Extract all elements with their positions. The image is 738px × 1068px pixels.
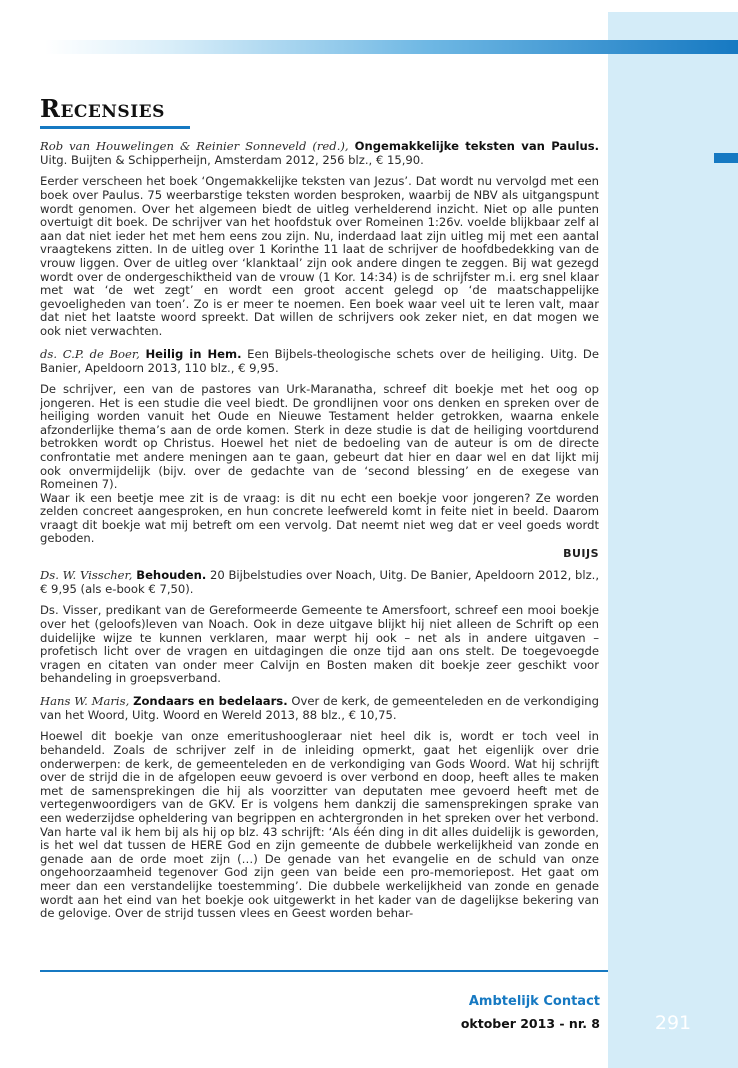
review-publication: Over de kerk, de gemeenteleden en de verkondiging van het Woord, Uitg. Woord en Wereld 2013, 88 blz., € 10,75. <box>40 694 599 723</box>
review-4 <box>40 694 599 921</box>
review-paragraph: De schrijver, een van de pastores van Urk-Maranatha, schreef dit boekje met het oog op jongeren. Het is een studie die veel biedt. De grondlijnen voor ons denken en spreken over de heiliging worden vanuit het Oude en Nieuwe Testament helder getrokken, waarna enkele afzonderlijke thema’s aan de orde komen. Sterk in deze studie is dat de heiliging voortdurend betrokken wordt op Christus. Hoewel het niet de bedoeling van de auteur is om de directe confrontatie met andere meningen aan te gaan, gebeurt dat hier en daar wel en dat lijkt mij ook onvermijdelijk (bijv. over de gedachte van de ‘second blessing’ en de exegese van Romeinen 7). <box>40 381 599 492</box>
reviewer-signature: BUIJS <box>563 547 599 561</box>
review-author: ds. C.P. de Boer, <box>40 346 140 361</box>
review-paragraph: Hoewel dit boekje van onze emeritushoogleraar niet heel dik is, wordt er toch veel in behandeld. Zoals de schrijver zelf in de inleiding opmerkt, gaat het eigenlijk over drie onderwerpen: de kerk, de gemeenteleden en de verkondiging van Gods Woord. Wat hij schrijft over de strijd die in de afgelopen eeuw gevoerd is over verbond en doop, heeft alles te maken met de samensprekingen die hij als voorzitter van deputaten mee gevoerd heeft met de vertegenwoordigers van de GKV. Er is volgens hem dankzij die samensprekingen sprake van een wederzijdse opheldering van begrippen en achtergronden in het spreken over het verbond. Van harte val ik hem bij als hij op blz. 43 schrijft: ‘Als één ding in dit alles duidelijk is geworden, is het wel dat tussen de HERE God en zijn gemeente de dubbele werkelijkheid van zonde en genade aan de orde moet zijn (…) De genade van het evangelie en de schuld van onze ongehoorzaamheid tegenover God zijn geen van beide een pro-memoriepost. Het gaat om meer dan een verstandelijke toestemming’. Die dubbele werkelijkheid van zonde en genade wordt aan het eind van het boekje ook uitgewerkt in het kader van de dagelijkse bekering van de gelovige. Over de strijd tussen vlees en Geest worden behar- <box>40 729 599 921</box>
review-paragraph: Ds. Visser, predikant van de Gereformeerde Gemeente te Amersfoort, schreef een mooi boekje over het (geloofs)leven van Noach. Ook in deze uitgave blijkt hij niet alleen de Schrift op een duidelijke wijze te kunnen verklaren, maar werpt hij ook – net als in andere uitgaven – profetisch licht over de vragen en uitdagingen die onze tijd aan ons stelt. De toegevoegde vragen en citaten van onder meer Calvijn en Bosten maken dit boekje zeer geschikt voor behandeling in groepsverband. <box>40 603 599 686</box>
review-reference <box>40 347 599 375</box>
review-book-title: Behouden. <box>136 568 207 583</box>
review-body <box>40 604 599 686</box>
side-band <box>608 12 738 1068</box>
magazine-name: Ambtelijk Contact <box>468 994 600 1009</box>
review-publication: Uitg. Buijten & Schipperheijn, Amsterdam 2012, 256 blz., € 15,90. <box>40 153 424 168</box>
review-author: Hans W. Maris, <box>40 694 130 709</box>
page-number: 291 <box>654 1012 692 1034</box>
review-reference <box>40 139 599 167</box>
review-book-title: Ongemakkelijke teksten van Paulus. <box>354 139 599 153</box>
review-3 <box>40 568 599 686</box>
review-author: Rob van Houwelingen & Reinier Sonneveld (red.), <box>40 139 349 153</box>
review-reference <box>40 694 599 722</box>
review-body <box>40 175 599 338</box>
page-title: Recensies <box>40 94 165 123</box>
review-book-title: Heilig in Hem. <box>145 346 242 361</box>
review-book-title: Zondaars en bedelaars. <box>133 694 288 709</box>
footer-rule <box>40 970 608 972</box>
review-publication: 20 Bijbelstudies over Noach, Uitg. De Banier, Apeldoorn 2012, blz., € 9,95 (als e-book € 7,50). <box>40 568 599 597</box>
review-paragraph: Eerder verscheen het boek ‘Ongemakkelijke teksten van Jezus’. Dat wordt nu vervolgd met een boek over Paulus. 75 weerbarstige teksten worden besproken, waarbij de NBV als uitgangspunt wordt genomen. Over het algemeen biedt de uitleg verhelderend inzicht. Niet op alle punten overtuigt dit boek. De schrijver van het hoofdstuk over Romeinen 1:26v. voelde blijkbaar zelf al aan dat niet ieder het met hem eens zou zijn. Nu, inderdaad laat zijn uitleg mij met een aantal vraagtekens zitten. In de uitleg over 1 Korinthe 11 laat de schrijver de hoofdbedekking van de vrouw liggen. Over de uitleg over ‘klanktaal’ zijn ook andere dingen te zeggen. Bij wat gezegd wordt over de ondergeschiktheid van de vrouw (1 Kor. 14:34) is de schrijfster m.i. erg snel klaar met wat ‘de wet zegt’ en wordt een groot accent gelegd op ‘de maatschappelijke gevoeligheden van toen’. Zo is er meer te noemen. Een boek waar veel uit te leren valt, maar dat niet het laatste woord spreekt. Dat willen de schrijvers ook zeker niet, en dat mogen we ook niet verwachten. <box>40 174 599 338</box>
review-author: Ds. W. Visscher, <box>40 568 133 583</box>
review-1 <box>40 139 599 339</box>
title-underline <box>40 126 190 129</box>
page-content <box>40 94 599 964</box>
section-tab-marker <box>714 153 738 163</box>
review-body <box>40 730 599 920</box>
header-gradient-bar <box>45 40 738 54</box>
review-paragraph: Waar ik een beetje mee zit is de vraag: is dit nu echt een boekje voor jongeren? Ze worden zelden concreet aangesproken, en hun concrete leefwereld komt in feite niet in beeld. Daarom vraagt dit boekje wat mij betreft om een vervolg. Dat neemt niet weg dat er veel goeds wordt geboden. <box>40 490 599 546</box>
review-publication: Een Bijbels-theologische schets over de heiliging. Uitg. De Banier, Apeldoorn 2013, 110 blz., € 9,95. <box>40 346 599 375</box>
review-body <box>40 383 599 546</box>
review-2 <box>40 347 599 561</box>
review-reference <box>40 568 599 596</box>
issue-info: oktober 2013 - nr. 8 <box>460 1016 600 1031</box>
